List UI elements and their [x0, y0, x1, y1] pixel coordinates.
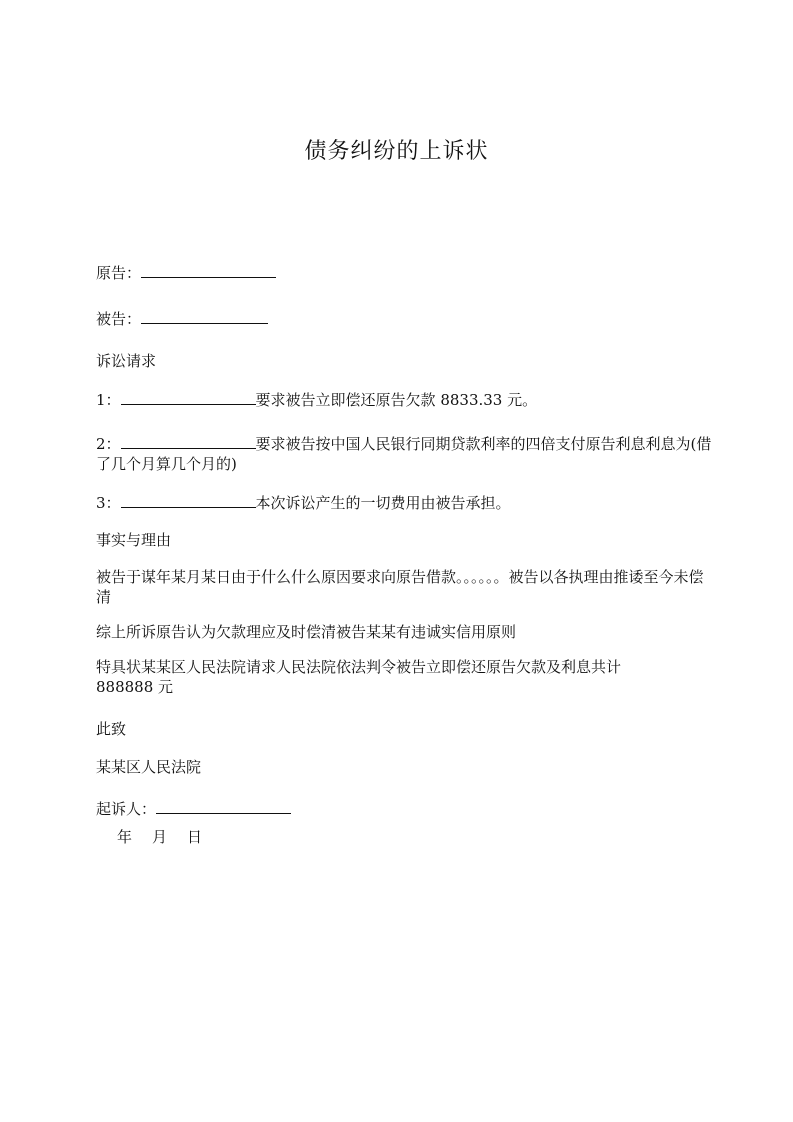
- claim-1-number: 1：: [96, 391, 121, 409]
- claim-2-blank: [121, 431, 256, 449]
- date-month: 月: [152, 828, 168, 846]
- closing-text: 此致: [96, 720, 127, 738]
- defendant-line: [96, 306, 716, 329]
- date-line: [96, 827, 716, 847]
- claim-3-blank: [121, 490, 256, 508]
- plaintiff-blank: [141, 260, 276, 278]
- document-title: 债务纠纷的上诉状: [304, 139, 489, 164]
- signer-line: [96, 796, 716, 819]
- claims-heading: 诉讼请求: [96, 352, 157, 370]
- claim-1-blank: [121, 387, 256, 405]
- claim-2: [96, 431, 716, 474]
- fact-paragraph-3: 特具状某某区人民法院请求人民法院依法判令被告立即偿还原告欠款及利息共计 888888 元: [96, 658, 622, 696]
- claim-3: [96, 490, 716, 513]
- fact-paragraph-1: 被告于谋年某月某日由于什么什么原因要求向原告借款。。。。。。被告以各执理由推诿至今未偿清: [96, 568, 704, 606]
- signer-blank: [156, 796, 291, 814]
- claim-2-number: 2：: [96, 435, 121, 453]
- plaintiff-label: 原告：: [96, 264, 142, 282]
- document-body: [96, 260, 716, 847]
- plaintiff-line: [96, 260, 716, 283]
- claim-2-text: 要求被告按中国人民银行同期贷款利率的四倍支付原告利息利息为(借了几个月算几个月的): [96, 435, 712, 473]
- date-year: 年: [117, 828, 133, 846]
- defendant-label: 被告：: [96, 310, 142, 328]
- defendant-blank: [141, 306, 268, 324]
- court-name: 某某区人民法院: [96, 758, 202, 776]
- signer-label: 起诉人：: [96, 800, 157, 818]
- fact-paragraph-2: 综上所诉原告认为欠款理应及时偿清被告某某有违诚实信用原则: [96, 623, 517, 641]
- date-day: 日: [187, 828, 203, 846]
- claim-1: [96, 387, 716, 410]
- claim-1-text: 要求被告立即偿还原告欠款 8833.33 元。: [255, 391, 538, 409]
- claim-3-number: 3：: [96, 494, 121, 512]
- facts-heading: 事实与理由: [96, 531, 172, 549]
- claim-3-text: 本次诉讼产生的一切费用由被告承担。: [255, 494, 511, 512]
